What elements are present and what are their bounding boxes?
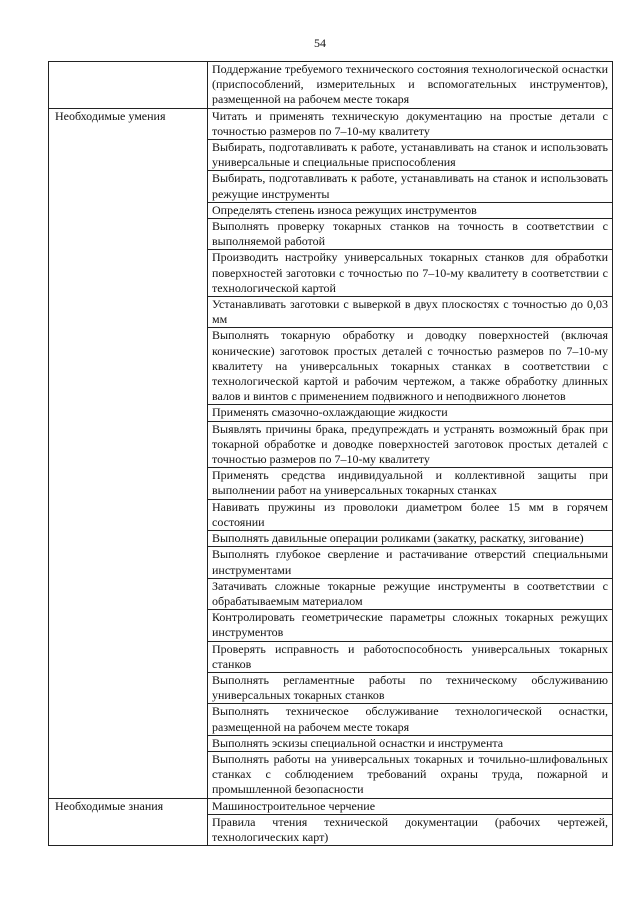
requirement-text: Машиностроительное черчение bbox=[208, 798, 613, 814]
requirement-text: Устанавливать заготовки с выверкой в двух плоскостях с точностью до 0,03 мм bbox=[208, 297, 613, 328]
requirement-text: Выполнять работы на универсальных токарных и точильно-шлифовальных станках с соблюдением требований охраны труда, пожарной и промышленной безопасности bbox=[208, 751, 613, 798]
requirement-text: Навивать пружины из проволоки диаметром более 15 мм в горячем состоянии bbox=[208, 499, 613, 530]
requirement-text: Правила чтения технической документации (рабочих чертежей, технологических карт) bbox=[208, 814, 613, 845]
requirement-text: Поддержание требуемого технического состояния технологической оснастки (приспособлений, измерительных и вспомогательных инструментов), размещенной на рабочем месте токаря bbox=[208, 62, 613, 109]
requirement-text: Проверять исправность и работоспособность универсальных токарных станков bbox=[208, 641, 613, 672]
requirement-text: Применять смазочно-охлаждающие жидкости bbox=[208, 405, 613, 421]
requirement-text: Выявлять причины брака, предупреждать и устранять возможный брак при токарной обработке и доводке поверхностей заготовок простых деталей с точностью размеров по 7–10-му квалитету bbox=[208, 421, 613, 468]
requirement-text: Выполнять регламентные работы по техническому обслуживанию универсальных токарных станков bbox=[208, 672, 613, 703]
page-number: 54 bbox=[314, 36, 326, 50]
requirement-text: Применять средства индивидуальной и коллективной защиты при выполнении работ на универсальных токарных станках bbox=[208, 468, 613, 499]
requirement-text: Затачивать сложные токарные режущие инструменты в соответствии с обрабатываемым материалом bbox=[208, 578, 613, 609]
requirement-text: Выполнять давильные операции роликами (закатку, раскатку, зигование) bbox=[208, 531, 613, 547]
requirement-text: Контролировать геометрические параметры сложных токарных режущих инструментов bbox=[208, 610, 613, 641]
requirement-text: Выполнять проверку токарных станков на точность в соответствии с выполняемой работой bbox=[208, 219, 613, 250]
requirement-text: Выбирать, подготавливать к работе, устанавливать на станок и использовать универсальные и специальные приспособления bbox=[208, 140, 613, 171]
table-row bbox=[49, 62, 613, 109]
section-label: Необходимые умения bbox=[49, 108, 208, 798]
requirement-text: Выбирать, подготавливать к работе, устанавливать на станок и использовать режущие инструменты bbox=[208, 171, 613, 202]
requirement-text: Выполнять глубокое сверление и растачивание отверстий специальными инструментами bbox=[208, 547, 613, 578]
section-label: Необходимые знания bbox=[49, 798, 208, 846]
requirement-text: Определять степень износа режущих инструментов bbox=[208, 202, 613, 218]
requirement-text: Выполнять токарную обработку и доводку поверхностей (включая конические) заготовок простых деталей с точностью размеров по 7–10-му квалитету на универсальных токарных станках в соответствии с технологической картой и рабочим чертежом, а также обработку длинных валов и винтов с применением подвижного и неподвижного люнетов bbox=[208, 328, 613, 405]
requirement-text: Производить настройку универсальных токарных станков для обработки поверхностей заготовки с точностью по 7–10-му квалитету в соответствии с технологической картой bbox=[208, 250, 613, 297]
requirement-text: Выполнять техническое обслуживание технологической оснастки, размещенной на рабочем месте токаря bbox=[208, 704, 613, 735]
section-label bbox=[49, 62, 208, 109]
requirement-text: Читать и применять техническую документацию на простые детали с точностью размеров по 7–10-му квалитету bbox=[208, 108, 613, 139]
table-row bbox=[49, 108, 613, 139]
requirement-text: Выполнять эскизы специальной оснастки и инструмента bbox=[208, 735, 613, 751]
table-row bbox=[49, 798, 613, 814]
requirements-table bbox=[48, 61, 613, 846]
